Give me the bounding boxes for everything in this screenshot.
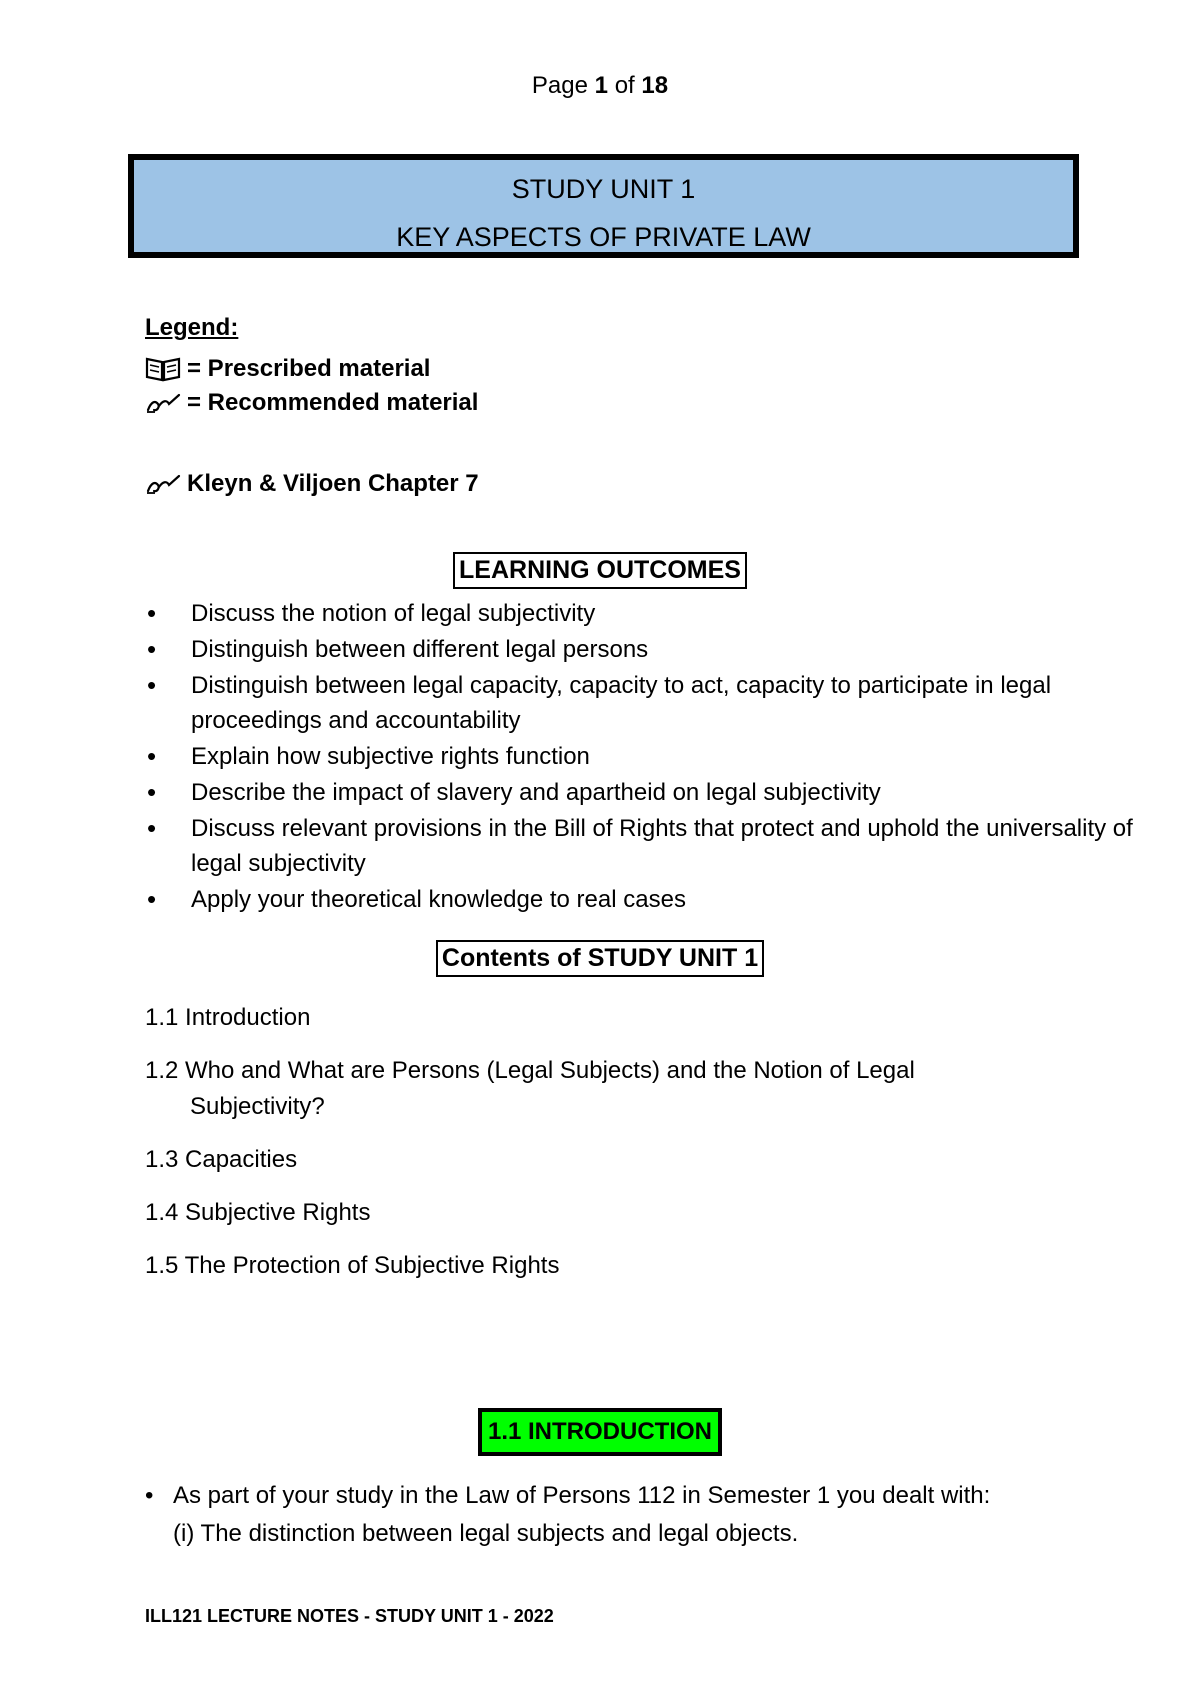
contents-item (145, 1053, 1135, 1125)
contents-item (145, 1248, 1135, 1284)
contents-item-text: 1.3 Capacities (145, 1146, 298, 1173)
contents-item-text: 1.1 Introduction (145, 1004, 311, 1031)
page-of-label: of (614, 72, 635, 99)
page-total: 18 (641, 72, 669, 99)
introduction-bullet: • As part of your study in the Law of Persons 112 in Semester 1 you dealt with: (145, 1477, 1135, 1515)
open-book-icon (145, 356, 181, 382)
contents-item-text: 1.4 Subjective Rights (145, 1199, 371, 1226)
contents-item-text: 1.2 Who and What are Persons (Legal Subjects) and the Notion of Legal (145, 1057, 915, 1084)
list-item: • Discuss the notion of legal subjectivity (145, 596, 1135, 631)
page-label: Page (531, 72, 588, 99)
learning-outcomes-list (145, 596, 1135, 918)
learning-outcomes-heading: LEARNING OUTCOMES (453, 552, 747, 589)
list-item: • Describe the impact of slavery and apartheid on legal subjectivity (145, 775, 1135, 810)
contents-item (145, 1142, 1135, 1178)
introduction-sub-item: (i) The distinction between legal subjects and legal objects. (173, 1520, 799, 1547)
legend-recommended-row (145, 386, 478, 420)
list-item: • Explain how subjective rights function (145, 739, 1135, 774)
contents-item (145, 1195, 1135, 1231)
writing-hand-icon (145, 471, 181, 497)
recommended-reading (145, 470, 479, 498)
contents-list (145, 1000, 1135, 1301)
list-item: • Discuss relevant provisions in the Bill of Rights that protect and uphold the universality of legal subjectivity (145, 811, 1135, 881)
learning-outcomes-heading-wrap (0, 552, 1200, 589)
writing-hand-icon (145, 390, 181, 416)
legend (145, 314, 478, 420)
reference-text: Kleyn & Viljoen Chapter 7 (187, 470, 479, 497)
contents-heading-wrap (0, 940, 1200, 977)
study-unit-number: STUDY UNIT 1 (511, 174, 696, 204)
introduction-body (145, 1477, 1135, 1553)
list-item: • Apply your theoretical knowledge to real cases (145, 882, 1135, 917)
legend-prescribed-row (145, 352, 478, 386)
contents-item (145, 1000, 1135, 1036)
page-current: 1 (594, 72, 609, 99)
page-footer: ILL121 LECTURE NOTES - STUDY UNIT 1 - 2022 (145, 1606, 554, 1626)
study-unit-title: KEY ASPECTS OF PRIVATE LAW (396, 222, 811, 252)
legend-recommended-label: = Recommended material (187, 389, 479, 416)
legend-title: Legend: (145, 314, 239, 341)
page-number (0, 72, 1200, 100)
list-item: • Distinguish between different legal persons (145, 632, 1135, 667)
contents-item-text: 1.5 The Protection of Subjective Rights (145, 1252, 560, 1279)
introduction-heading-wrap (0, 1408, 1200, 1456)
legend-prescribed-label: = Prescribed material (187, 355, 431, 382)
contents-heading: Contents of STUDY UNIT 1 (436, 940, 764, 977)
contents-item-continuation: Subjectivity? (190, 1093, 325, 1120)
study-unit-title-box (128, 154, 1079, 258)
list-item: • Distinguish between legal capacity, capacity to act, capacity to participate in legal proceedings and accountability (145, 668, 1135, 738)
introduction-heading: 1.1 INTRODUCTION (478, 1408, 722, 1456)
